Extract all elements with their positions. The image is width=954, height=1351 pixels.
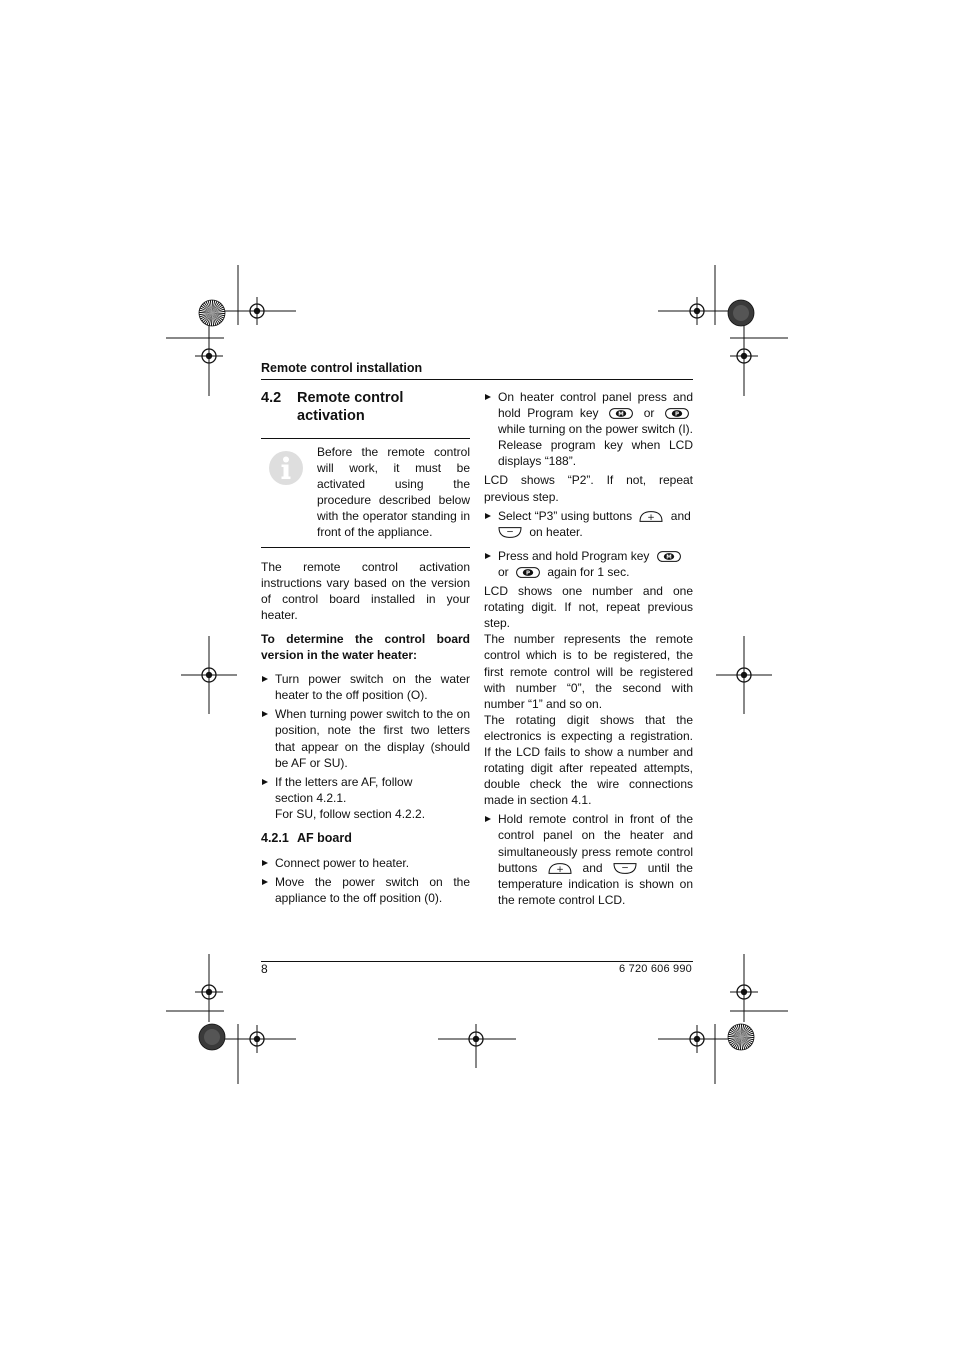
registration-crosshair xyxy=(195,661,223,689)
starburst-target xyxy=(199,300,225,326)
info-note-box xyxy=(261,438,470,548)
minus-button-icon xyxy=(498,527,522,538)
svg-text:M: M xyxy=(618,411,624,418)
page-number: 8 xyxy=(261,962,268,976)
registration-crosshair xyxy=(683,1025,711,1053)
footer-rule xyxy=(261,961,693,962)
section-heading xyxy=(261,389,470,425)
registration-crosshair xyxy=(195,342,223,370)
m-key-icon xyxy=(657,551,681,562)
rotating-info-paragraph: The rotating digit shows that the electronics is expecting a registration. If the LCD fails to show a number and rotating digit after repeated attempts, double check the wire connections made in section 4.1. xyxy=(484,712,693,808)
registration-crosshair xyxy=(243,1025,271,1053)
minus-button-icon xyxy=(613,863,637,874)
document-number: 6 720 606 990 xyxy=(619,963,692,975)
registration-crosshair xyxy=(462,1025,490,1053)
density-target xyxy=(728,300,754,326)
running-header: Remote control installation xyxy=(261,361,423,375)
registration-crosshair xyxy=(243,297,271,325)
af-steps xyxy=(261,855,470,906)
registration-crosshair xyxy=(730,661,758,689)
svg-text:−: − xyxy=(506,527,514,538)
header-rule xyxy=(261,379,693,380)
determine-heading: To determine the control board version in the water heater: xyxy=(261,631,470,663)
subsection-number: 4.2.1 xyxy=(261,830,289,845)
svg-text:P: P xyxy=(674,411,680,418)
registration-crosshair xyxy=(730,978,758,1006)
starburst-target xyxy=(728,1024,754,1050)
lcd-digit-paragraph: LCD shows one number and one rotating digit. If not, repeat previous step. xyxy=(484,584,693,631)
list-item: On heater control panel press and hold Program key M or P while turning on the power switch (I). Release program key when LCD displays “188”. xyxy=(484,389,693,469)
list-item: Select “P3” using buttons + and − on heater. xyxy=(484,508,693,540)
svg-text:P: P xyxy=(526,570,531,577)
p-key-icon xyxy=(516,567,540,578)
section-number: 4.2 xyxy=(261,390,282,406)
registration-crosshair xyxy=(683,297,711,325)
right-column xyxy=(484,389,693,908)
svg-text:+: + xyxy=(556,864,564,874)
list-item: Move the power switch on the appliance to the off position (0). xyxy=(261,874,470,906)
p-key-icon xyxy=(665,408,689,419)
left-column xyxy=(261,389,470,906)
m-key-icon xyxy=(609,408,633,419)
plus-button-icon xyxy=(548,863,572,874)
list-item: If the letters are AF, follow section 4.2.1. For SU, follow section 4.2.2. xyxy=(261,774,470,822)
svg-text:+: + xyxy=(647,512,656,522)
list-item: When turning power switch to the on position, note the first two letters that appear on the display (should be AF or SU). xyxy=(261,706,470,770)
density-target xyxy=(199,1024,225,1050)
intro-paragraph: The remote control activation instructions vary based on the version of control board installed in your heater. xyxy=(261,559,470,622)
list-item: Connect power to heater. xyxy=(261,855,470,871)
svg-text:−: − xyxy=(621,863,629,874)
lcd-p2-paragraph: LCD shows “P2”. If not, repeat previous step. xyxy=(484,473,693,504)
list-item: Press and hold Program key M or P again for 1 sec. xyxy=(484,548,693,580)
subsection-title: AF board xyxy=(297,830,352,845)
number-info-paragraph: The number represents the remote control which is to be registered, the first remote control will be registered with number “0”, the second with number “1” and so on. xyxy=(484,632,693,711)
subsection-heading xyxy=(261,830,470,846)
determine-steps xyxy=(261,671,470,822)
svg-text:M: M xyxy=(666,554,672,561)
list-item: Turn power switch on the water heater to the off position (O). xyxy=(261,671,470,703)
section-title: Remote control activation xyxy=(297,390,404,424)
info-note-text: Before the remote control will work, it must be activated using the procedure described below with the operator standing in front of the appliance. xyxy=(317,445,470,540)
info-icon xyxy=(261,444,317,541)
registration-crosshair xyxy=(730,342,758,370)
list-item: Hold remote control in front of the control panel on the heater and simultaneously press remote control buttons + and − until the temperature indication is shown on the remote control LCD. xyxy=(484,811,693,908)
plus-button-icon xyxy=(639,511,663,522)
registration-crosshair xyxy=(195,978,223,1006)
